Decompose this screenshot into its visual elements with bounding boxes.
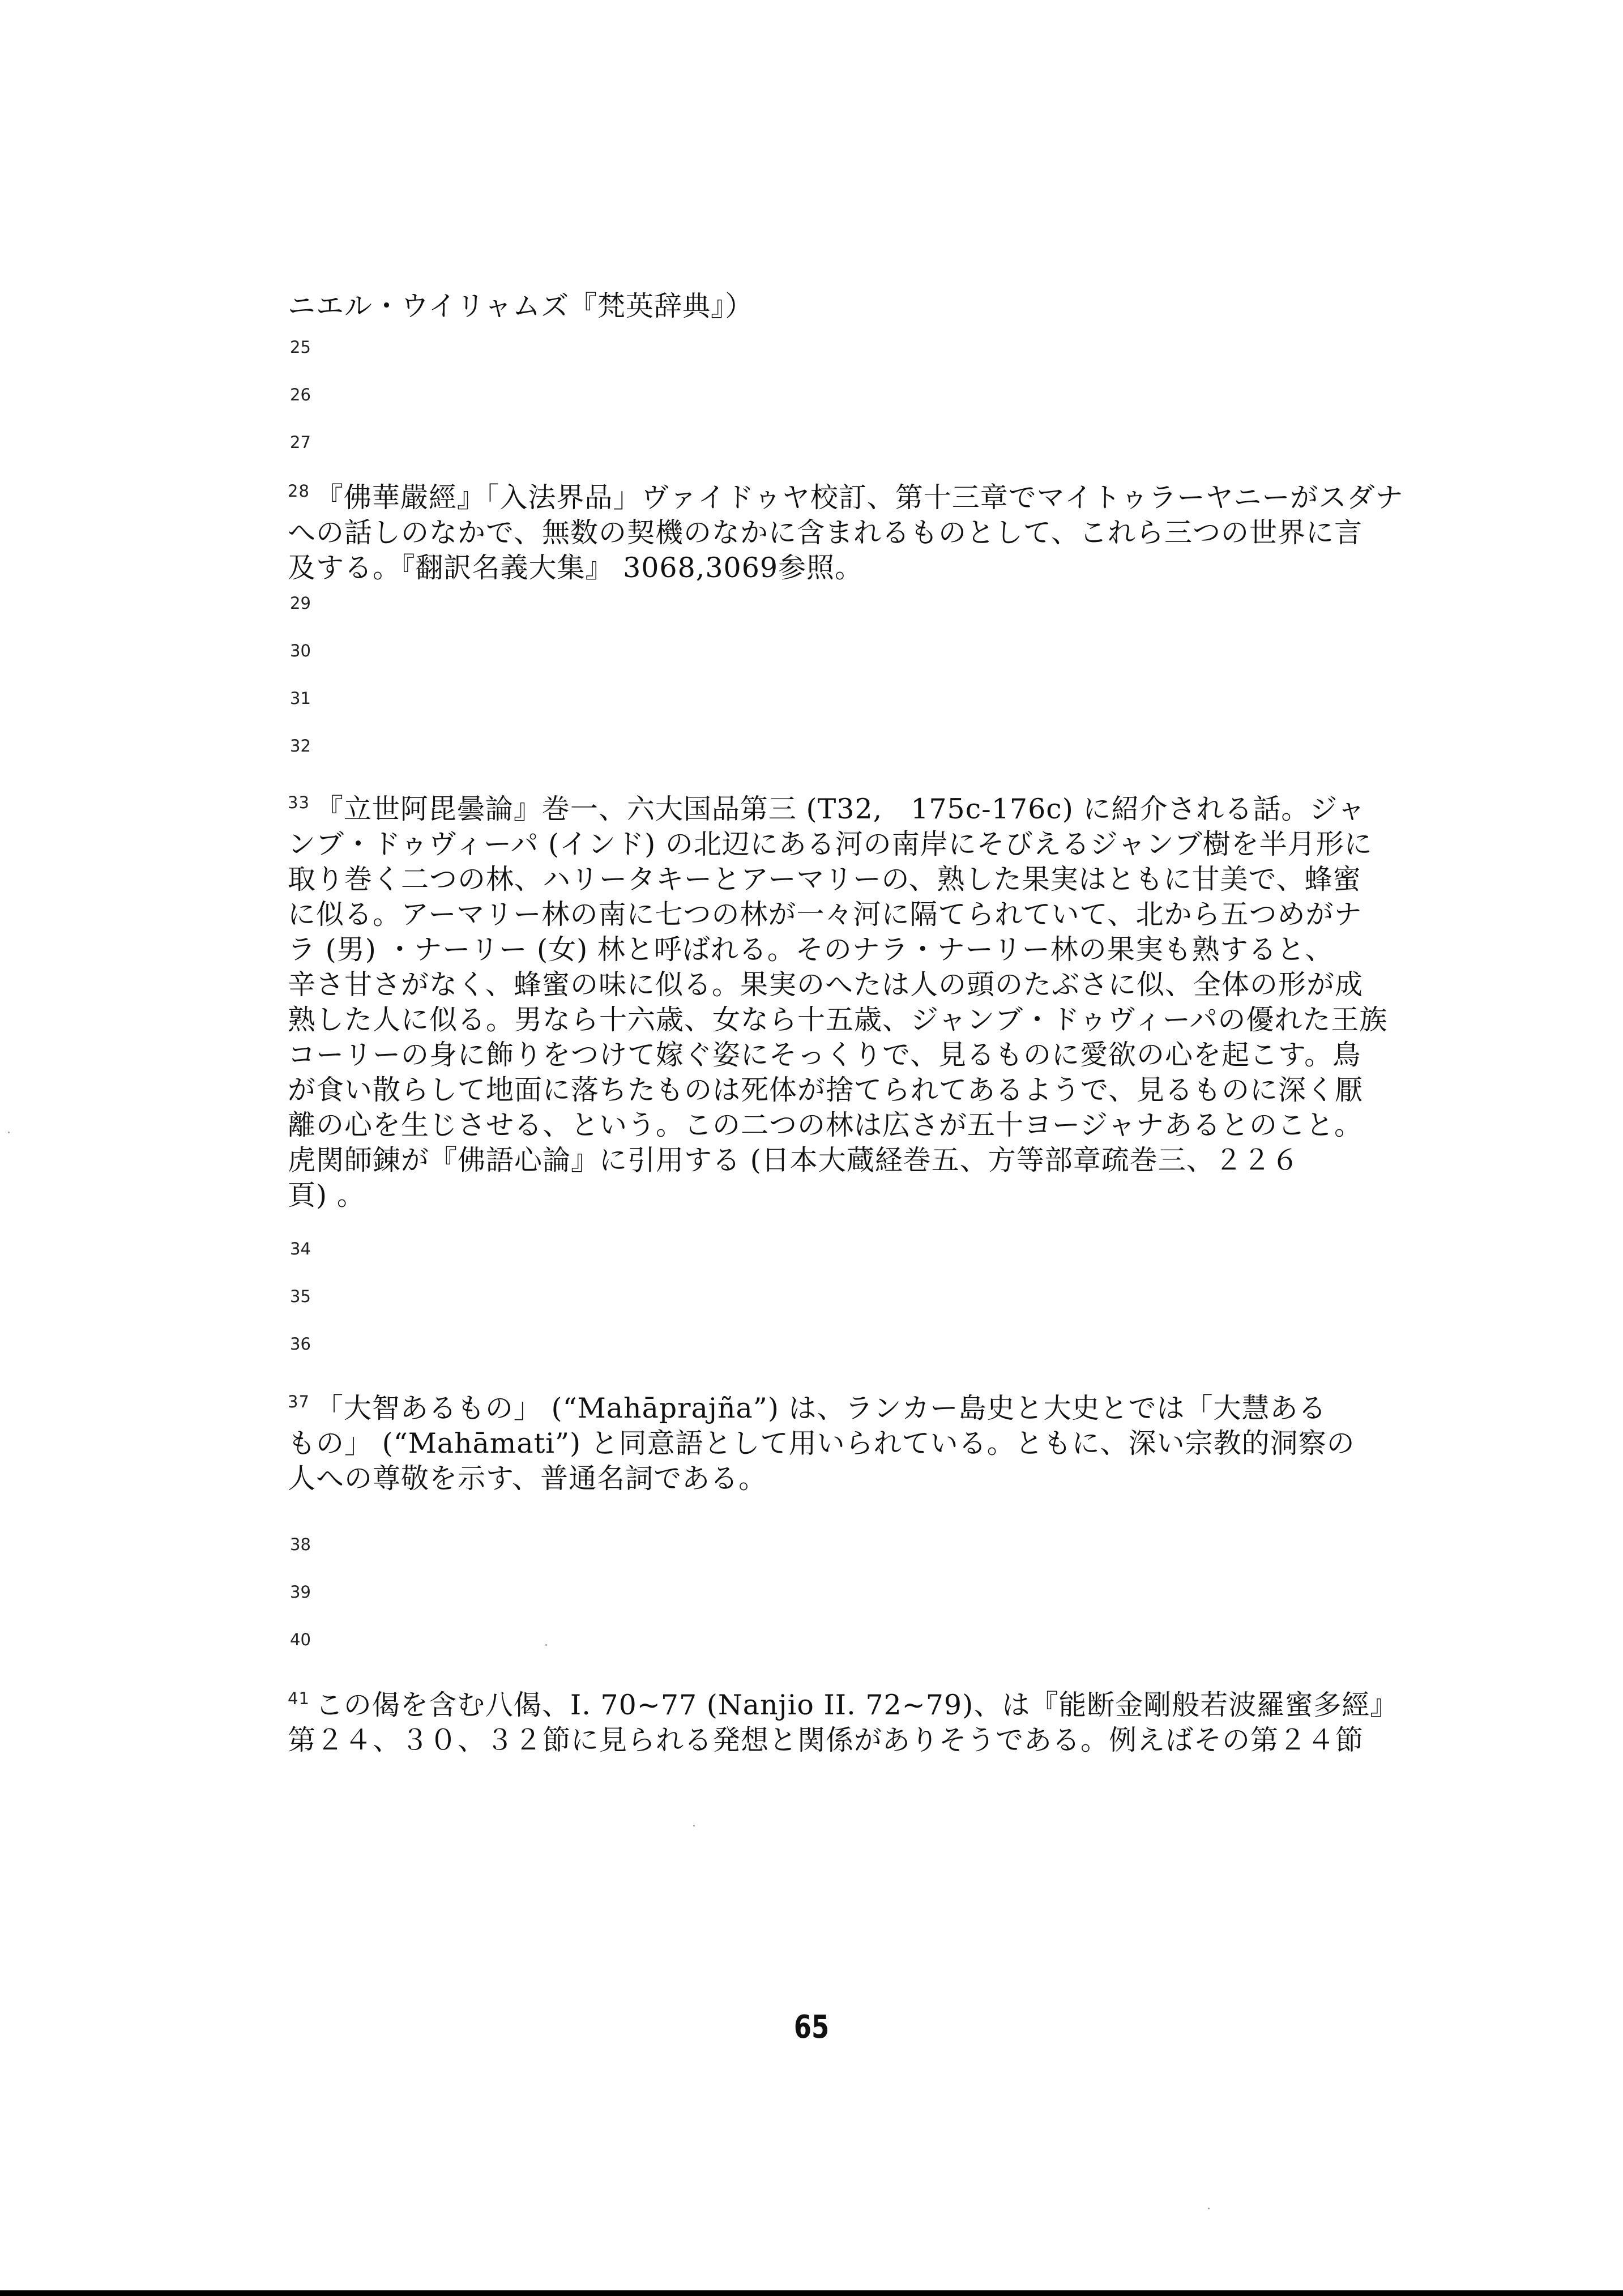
footnote-number-36: 36: [290, 1334, 311, 1354]
footnote-37: [288, 1391, 1381, 1496]
footnote-33-line-11: 虎関師錬が『佛語心論』に引用する (日本大蔵経巻五、方等部章疏巻三、２２６: [288, 1144, 1300, 1176]
footnote-33-line-5: ラ (男) ・ナーリー (女) 林と呼ばれる。そのナラ・ナーリー林の果実も熟すると、: [288, 933, 1334, 966]
footnote-33: [288, 792, 1388, 1213]
footnote-28: [288, 480, 1404, 586]
footnote-33-line-8: コーリーの身に飾りをつけて嫁ぐ姿にそっくりで、見るものに愛欲の心を起こす。鳥: [288, 1039, 1361, 1071]
footnote-number-29: 29: [290, 594, 311, 613]
footnote-33-line-1: 『立世阿毘曇論』巻一、六大国品第三 (T32, 175c-176c) に紹介される話。ジャ: [315, 793, 1366, 825]
footnote-33-line-4: に似る。アーマリー林の南に七つの林が一々河に隔てられていて、北から五つめがナ: [288, 898, 1363, 931]
scan-speck: [1208, 2208, 1210, 2209]
footnote-number-31: 31: [290, 689, 311, 708]
footnote-33-line-10: 離の心を生じさせる、という。この二つの林は広さが五十ヨージャナあるとのこと。: [288, 1109, 1363, 1141]
footnote-number-40: 40: [290, 1630, 311, 1649]
footnote-33-line-2: ンブ・ドゥヴィーパ (インド) の北辺にある河の南岸にそびえるジャンブ樹を半月形に: [288, 828, 1373, 860]
footnote-number-32: 32: [290, 736, 311, 756]
scan-speck: [545, 1644, 547, 1646]
footnote-41-line-2: 第２４、３０、３２節に見られる発想と関係がありそうである。例えばその第２４節: [288, 1724, 1364, 1756]
scan-bottom-edge: [0, 2290, 1623, 2296]
footnote-37-line-2: もの」 (“Mahāmati”) と同意語として用いられている。ともに、深い宗教的洞察の: [288, 1427, 1355, 1459]
footnote-number-30: 30: [290, 641, 311, 660]
footnote-33-line-9: が食い散らして地面に落ちたものは死体が捨てられてあるようで、見るものに深く厭: [288, 1074, 1364, 1106]
footnote-41-line-1: この偈を含む八偈、I. 70~77 (Nanjio II. 72~79)、は『能断金剛般若波羅蜜多經』: [315, 1689, 1399, 1721]
footnote-marker-28: 28: [288, 481, 310, 501]
footnote-28-line-1: 『佛華嚴經』「入法界品」ヴァイドゥヤ校訂、第十三章でマイトゥラーヤニーがスダナ: [315, 481, 1404, 514]
page-number: 65: [793, 2009, 830, 2046]
footnote-33-line-12: 頁) 。: [288, 1179, 365, 1211]
footnote-33-line-7: 熟した人に似る。男なら十六歳、女なら十五歳、ジャンブ・ドゥヴィーパの優れた王族: [288, 1004, 1388, 1036]
scan-speck: [8, 1132, 10, 1133]
footnote-marker-33: 33: [288, 793, 310, 812]
footnote-number-27: 27: [290, 433, 311, 452]
footnote-28-line-2: への話しのなかで、無数の契機のなかに含まれるものとして、これら三つの世界に言: [288, 517, 1363, 549]
footnote-33-line-6: 辛さ甘さがなく、蜂蜜の味に似る。果実のへたは人の頭のたぶさに似、全体の形が成: [288, 968, 1364, 1001]
footnote-marker-41: 41: [288, 1689, 310, 1708]
footnote-number-39: 39: [290, 1582, 311, 1602]
footnote-number-35: 35: [290, 1287, 311, 1306]
footnote-marker-37: 37: [288, 1392, 310, 1411]
footnote-number-25: 25: [290, 338, 311, 357]
footnote-41: [288, 1688, 1399, 1758]
scan-speck: [693, 1825, 695, 1826]
footnote-37-line-3: 人への尊敬を示す、普通名詞である。: [288, 1462, 767, 1495]
footnote-28-line-3: 及する。『翻訳名義大集』 3068,3069参照。: [288, 552, 864, 584]
footnote-number-26: 26: [290, 385, 311, 404]
footnote-37-line-1: 「大智あるもの」 (“Mahāprajña”) は、ランカー島史と大史とでは「大慧ある: [315, 1392, 1327, 1424]
footnote-number-38: 38: [290, 1535, 311, 1554]
continuation-line: ニエル・ウイリャムズ『梵英辞典』）: [288, 290, 754, 322]
footnote-33-line-3: 取り巻く二つの林、ハリータキーとアーマリーの、熟した果実はともに甘美で、蜂蜜: [288, 863, 1361, 895]
footnote-number-34: 34: [290, 1239, 311, 1258]
